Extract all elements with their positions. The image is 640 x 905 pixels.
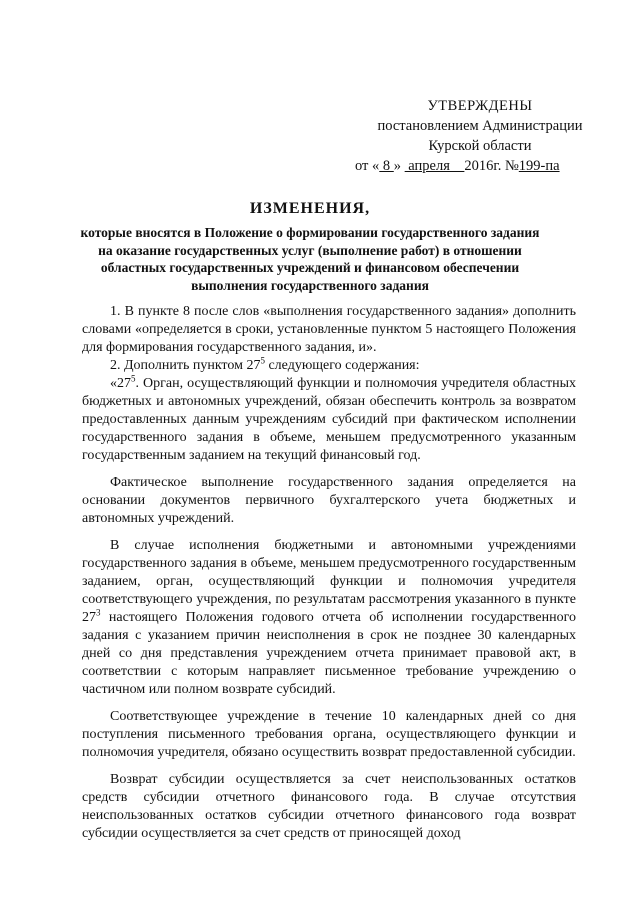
paragraph-4: Фактическое выполнение государственного задания определяется на основании документов первичного бухгалтерского учета бюджетных и автономных учреждений.: [82, 475, 576, 526]
paragraph-3: [82, 375, 576, 465]
paragraph-2-text-a: 2. Дополнить пунктом 27: [110, 358, 261, 373]
paragraph-2-text-b: следующего содержания:: [264, 358, 420, 373]
approval-line-1: постановлением Администрации: [377, 118, 583, 134]
date-number: 199-па: [518, 158, 560, 174]
approval-block: [355, 96, 605, 176]
approval-date-line: [355, 156, 605, 176]
heading-title: ИЗМЕНЕНИЯ,: [249, 200, 371, 217]
paragraph-5: [82, 537, 576, 699]
paragraph-1: 1. В пункте 8 после слов «выполнения государственного задания» дополнить словами «определяется в сроки, установленные пунктом 5 настоящего Положения для формирования государственного задания, и».: [82, 304, 576, 355]
date-day: 8: [379, 158, 394, 174]
approval-line-2: Курской области: [428, 138, 532, 154]
paragraph-2: [82, 357, 576, 375]
paragraph-7: Возврат субсидии осуществляется за счет неиспользованных остатков средств субсидии отчетного финансового года. В случае отсутствия неиспользованных остатков субсидии отчетного финансового года возврат субсидии осуществляется за счет средств от приносящей доход: [82, 772, 576, 841]
paragraph-5-text-a: В случае исполнения бюджетными и автономными учреждениями государственного задания в объеме, меньшем предусмотренного государственным заданием, орган, осуществляющий функции и полномочия учредителя соответствующего учреждения, по результатам рассмотрения указанного в пункте 27: [82, 538, 576, 625]
heading-subtitle: которые вносятся в Положение о формировании государственного задания на оказание государственных услуг (выполнение работ) в отношении областных государственных учреждений и финансовом обеспечении выполнения государственного задания: [80, 225, 540, 293]
paragraph-6: Соответствующее учреждение в течение 10 календарных дней со дня поступления письменного требования органа, осуществляющего функции и полномочия учредителя, обязано осуществить возврат предоставленной субсидии.: [82, 709, 576, 760]
paragraph-5-sup: 3: [96, 607, 101, 618]
document-heading: [80, 200, 540, 294]
approval-title: УТВЕРЖДЕНЫ: [427, 98, 533, 114]
paragraph-5-text-b: настоящего Положения годового отчета об исполнении государственного задания с указанием причин неисполнения в срок не позднее 30 календарных дней со дня представления учреждением отчета принимает правовой акт, в соответствии с которым направляет письменное требование учреждению о частичном или полном возврате субсидий.: [82, 610, 576, 697]
date-prefix: от «: [355, 158, 380, 174]
paragraph-3-text-a: «27: [110, 376, 131, 391]
date-mid: »: [393, 158, 405, 174]
date-year: 2016г. №: [464, 158, 519, 174]
document-body: [82, 303, 576, 843]
date-month: апреля: [404, 158, 465, 174]
paragraph-2-sup: 5: [260, 355, 265, 366]
paragraph-3-text-b: . Орган, осуществляющий функции и полномочия учредителя областных бюджетных и автономных учреждений, обязан обеспечить контроль за возвратом предоставленных данным учреждениям субсидий при фактическом исполнении государственного задания в объеме, меньшем предусмотренного указанным государственным заданием на текущий финансовый год.: [82, 376, 576, 463]
paragraph-3-sup: 5: [131, 373, 136, 384]
